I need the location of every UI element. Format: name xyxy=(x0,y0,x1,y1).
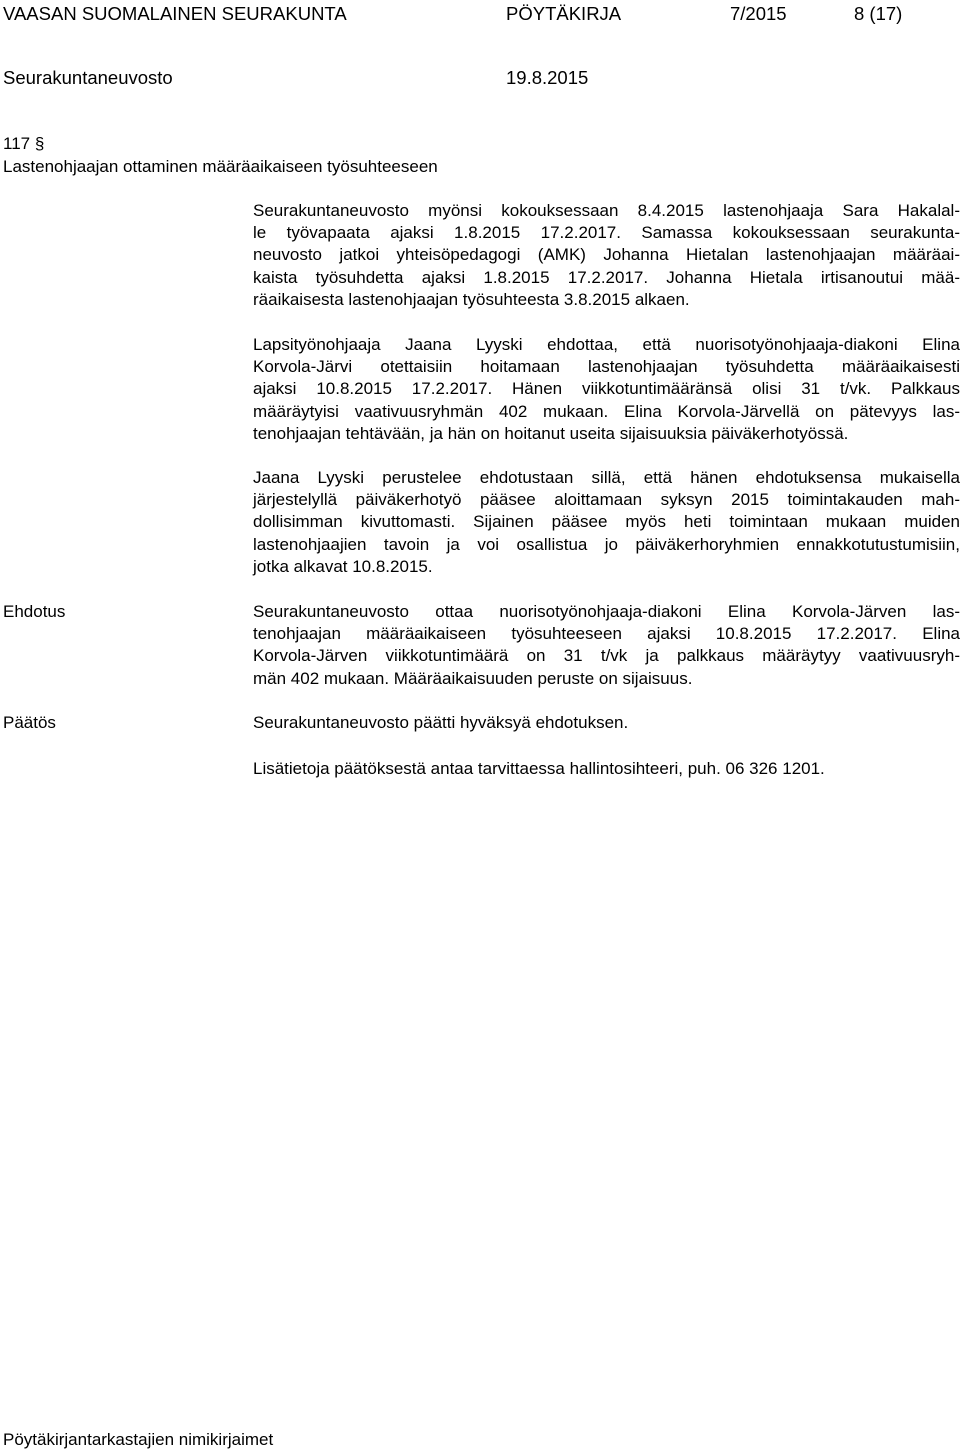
paragraph-line: Seurakuntaneuvosto myönsi kokouksessaan 8.4.2015 lastenohjaaja Sara Hakalal- xyxy=(253,201,960,220)
document-number: 7/2015 xyxy=(730,3,787,24)
proposal-line: män 402 mukaan. Määräaikaisuuden peruste on sijaisuus. xyxy=(253,668,693,688)
paragraph-line: jotka alkavat 10.8.2015. xyxy=(253,556,433,576)
page-info: 8 (17) xyxy=(854,3,903,24)
proposal-text xyxy=(253,601,960,690)
meeting-body: Seurakuntaneuvosto xyxy=(3,67,173,88)
info-line: Lisätietoja päätöksestä antaa tarvittaessa hallintosihteeri, puh. 06 326 1201. xyxy=(253,759,825,778)
paragraph-line: Lapsityönohjaaja Jaana Lyyski ehdottaa, että nuorisotyönohjaaja-diakoni Elina xyxy=(253,335,960,354)
section-number: 117 xyxy=(3,134,31,153)
meeting-date: 19.8.2015 xyxy=(506,67,589,88)
paragraph-line: tenohjaajan tehtävään, ja hän on hoitanut useita sijaisuuksia päiväkerhotyössä. xyxy=(253,423,849,443)
info-text xyxy=(253,758,960,780)
paragraph-line: le työvapaata ajaksi 1.8.2015 17.2.2017. Samassa kokouksessaan seurakunta- xyxy=(253,223,960,243)
paragraph-justification xyxy=(253,467,960,578)
paragraph-line: ajaksi 10.8.2015 17.2.2017. Hänen viikkotuntimääränsä olisi 31 t/vk. Palkkaus xyxy=(253,379,960,399)
paragraph-suggestion xyxy=(253,334,960,445)
footer-initials-label: Pöytäkirjantarkastajien nimikirjaimet xyxy=(3,1430,274,1449)
proposal-line: Seurakuntaneuvosto ottaa nuorisotyönohjaaja-diakoni Elina Korvola-Järven las- xyxy=(253,602,960,621)
paragraph-line: järjestelyllä päiväkerhotyö pääsee aloittamaan syksyn 2015 toimintakauden mah- xyxy=(253,490,960,510)
proposal-line: tenohjaajan määräaikaiseen työsuhteeseen ajaksi 10.8.2015 17.2.2017. Elina xyxy=(253,624,960,644)
paragraph-line: neuvosto jatkoi yhteisöpedagogi (AMK) Johanna Hietalan lastenohjaajan määräai- xyxy=(253,245,960,265)
paragraph-line: Korvola-Järvi otettaisiin hoitamaan lastenohjaajan työsuhdetta määräaikaisesti xyxy=(253,357,960,377)
paragraph-line: Jaana Lyyski perustelee ehdotustaan sillä, että hänen ehdotuksensa mukaisella xyxy=(253,468,960,487)
paragraph-line: lastenohjaajien tavoin ja voi osallistua jo päiväkerhoryhmien ennakkotutustumisiin, xyxy=(253,534,960,554)
paragraph-line: räaikaisesta lastenohjaajan työsuhteesta 3.8.2015 alkaen. xyxy=(253,289,690,309)
decision-line: Seurakuntaneuvosto päätti hyväksyä ehdotuksen. xyxy=(253,713,629,732)
paragraph-line: määräytyisi vaativuusryhmän 402 mukaan. Elina Korvola-Järvellä on pätevyys las- xyxy=(253,401,960,421)
paragraph-background xyxy=(253,200,960,311)
proposal-line: Korvola-Järven viikkotuntimäärä on 31 t/vk ja palkkaus määräytyy vaativuusryh- xyxy=(253,646,960,666)
paragraph-line: kaista työsuhdetta ajaksi 1.8.2015 17.2.2017. Johanna Hietala irtisanoutui mää- xyxy=(253,267,960,287)
decision-label: Päätös xyxy=(3,713,56,732)
paragraph-line: dollisimman kivuttomasti. Sijainen pääsee myös heti toimintaan mukaan muiden xyxy=(253,512,960,532)
section-title: Lastenohjaajan ottaminen määräaikaiseen työsuhteeseen xyxy=(3,157,438,176)
decision-text xyxy=(253,712,960,734)
proposal-label: Ehdotus xyxy=(3,602,66,621)
section-number-line xyxy=(3,133,44,155)
section-symbol: § xyxy=(34,134,45,153)
document-type: PÖYTÄKIRJA xyxy=(506,3,622,24)
organization-name: VAASAN SUOMALAINEN SEURAKUNTA xyxy=(3,3,347,24)
